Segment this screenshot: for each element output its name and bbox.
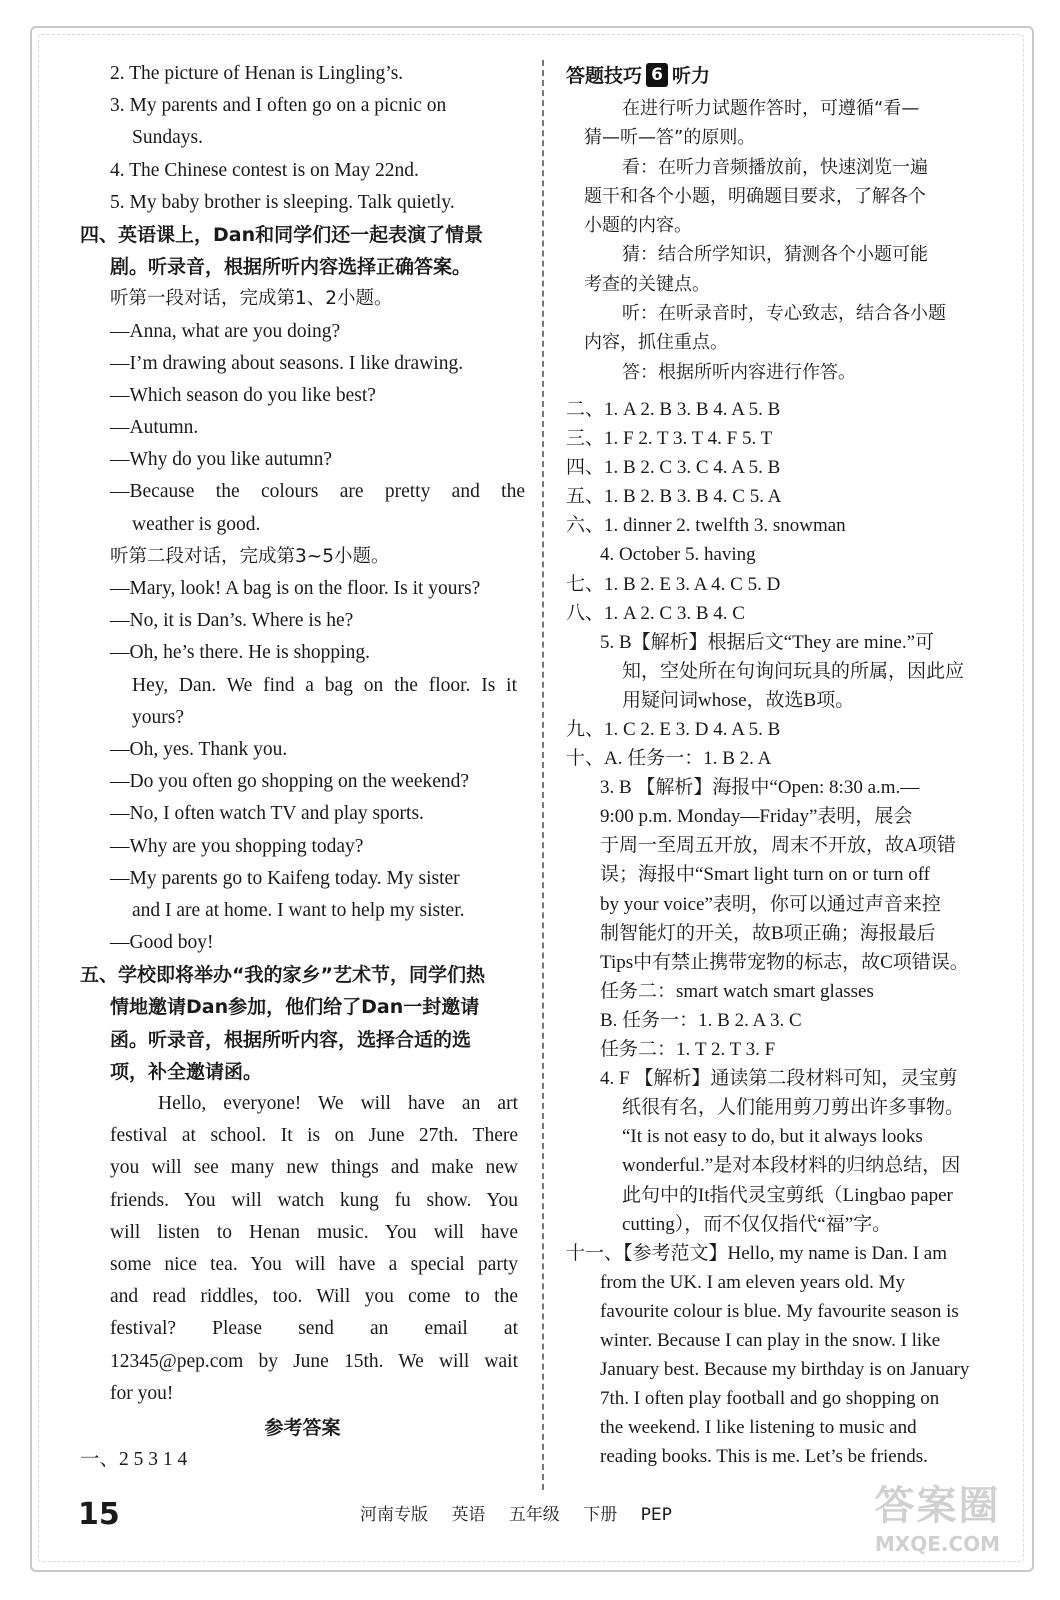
invitation-line: some nice tea. You will have a special party [110, 1253, 518, 1275]
dialogue-line: —Which season do you like best? [110, 384, 376, 406]
answer-explanation: 用疑问词whose，故选B项。 [622, 689, 855, 711]
publisher-label: PEP [640, 1505, 672, 1525]
tip-line: 看：在听力音频播放前，快速浏览一遍 [622, 156, 928, 178]
answer-line: 任务二：smart watch smart glasses [600, 980, 874, 1002]
dialogue-line: —Mary, look! A bag is on the floor. Is it yours? [110, 578, 481, 599]
dialogue-line: —Autumn. [110, 417, 199, 439]
answer-line: 七、1. B 2. E 3. A 4. C 5. D [566, 573, 781, 595]
tip-line: 猜—听—答”的原则。 [584, 127, 756, 149]
answer-explanation: 此句中的It指代灵宝剪纸（Lingbao paper [622, 1184, 953, 1206]
answer-line: 二、1. A 2. B 3. B 4. A 5. B [566, 398, 781, 420]
volume-label: 下册 [583, 1505, 618, 1525]
dialogue-line: —Anna, what are you doing? [110, 320, 341, 342]
answer-explanation: 9:00 p.m. Monday—Friday”表明，展会 [600, 806, 913, 828]
book-info [360, 1495, 690, 1535]
answer-explanation: 于周一至周五开放，周末不开放，故A项错 [600, 835, 956, 857]
answer-line: 五、1. B 2. B 3. B 4. C 5. A [566, 486, 782, 508]
watermark-url: MXQE.COM [874, 1532, 1001, 1556]
model-essay-line: favourite colour is blue. My favourite season is [600, 1300, 959, 1322]
dialogue-line: —Because the colours are pretty and the [110, 481, 525, 503]
invitation-line: will listen to Henan music. You will have [110, 1221, 518, 1243]
answer-explanation: 制智能灯的开关，故B项正确；海报最后 [600, 922, 936, 944]
invitation-line: friends. You will watch kung fu show. You [110, 1189, 518, 1211]
dialogue-two-instruction: 听第二段对话，完成第3~5小题。 [110, 545, 390, 567]
answer-line: 四、1. B 2. C 3. C 4. A 5. B [566, 457, 781, 479]
section-five-heading-cont: 项，补全邀请函。 [110, 1060, 263, 1083]
answer-line: 六、1. dinner 2. twelfth 3. snowman [566, 515, 846, 537]
tip-line: 在进行听力试题作答时，可遵循“看— [622, 98, 920, 119]
left-column [80, 58, 525, 1476]
model-essay-line: winter. Because I can play in the snow. I like [600, 1329, 941, 1351]
dialogue-line: —Oh, yes. Thank you. [110, 738, 288, 760]
tip-body [566, 94, 1026, 387]
invitation-line: for you! [110, 1382, 174, 1404]
answer-explanation: Tips中有禁止携带宠物的标志，故C项错误。 [600, 951, 969, 973]
answer-explanation: by your voice”表明，你可以通过声音来控 [600, 893, 941, 915]
dialogue-line: —Why do you like autumn? [110, 449, 333, 471]
model-essay-line: 7th. I often play football and go shopping on [600, 1388, 940, 1410]
answer-line: 三、1. F 2. T 3. T 4. F 5. T [566, 428, 773, 450]
answer-list [566, 395, 1026, 1471]
dialogue-one-instruction: 听第一段对话，完成第1、2小题。 [110, 288, 393, 310]
answer-line: 八、1. A 2. C 3. B 4. C [566, 602, 745, 624]
listening-line: 5. My baby brother is sleeping. Talk quietly. [110, 191, 455, 213]
tip-label: 答题技巧 [566, 65, 643, 87]
model-essay-line: 十一、【参考范文】Hello, my name is Dan. I am [566, 1242, 948, 1264]
tip-line: 猜：结合所学知识，猜测各个小题可能 [622, 244, 928, 266]
section-five-heading-cont: 函。听录音，根据所听内容，选择合适的选 [110, 1028, 472, 1051]
watermark-text: 答案圈 [874, 1483, 1001, 1529]
section-five-heading-cont: 情地邀请Dan参加，他们给了Dan一封邀请 [110, 996, 480, 1019]
listening-line: Sundays. [132, 127, 203, 149]
invitation-line: Hello, everyone! We will have an art [158, 1093, 518, 1114]
model-essay-line: from the UK. I am eleven years old. My [600, 1271, 905, 1293]
invitation-line: festival at school. It is on June 27th. There [110, 1125, 518, 1147]
answer-line: 十、A. 任务一：1. B 2. A [566, 748, 772, 770]
answer-key-title: 参考答案 [264, 1416, 341, 1439]
tip-header [566, 58, 1026, 94]
tip-line: 答：根据所听内容进行作答。 [622, 361, 856, 383]
answer-explanation: 知，空处所在句询问玩具的所属，因此应 [622, 660, 965, 682]
answer-line: 4. October 5. having [600, 544, 756, 566]
tip-line: 小题的内容。 [584, 215, 692, 237]
model-essay-line: reading books. This is me. Let’s be friends. [600, 1446, 928, 1468]
page-number: 15 [78, 1497, 120, 1532]
dialogue-line: —No, it is Dan’s. Where is he? [110, 610, 354, 632]
tip-number-badge: 6 [646, 63, 668, 87]
right-column [566, 58, 1026, 1471]
dialogue-line: —I’m drawing about seasons. I like drawing. [110, 352, 464, 374]
dialogue-line: —Why are you shopping today? [110, 835, 364, 857]
invitation-line: festival? Please send an email at [110, 1318, 518, 1340]
dialogue-line: Hey, Dan. We find a bag on the floor. Is it [132, 674, 517, 696]
answer-section-one: 一、2 5 3 1 4 [80, 1449, 188, 1471]
answer-line: 九、1. C 2. E 3. D 4. A 5. B [566, 719, 781, 740]
column-divider [542, 60, 544, 1490]
dialogue-line: —No, I often watch TV and play sports. [110, 803, 424, 825]
listening-line: 3. My parents and I often go on a picnic on [110, 95, 447, 117]
grade-label: 五年级 [508, 1505, 560, 1525]
listening-line: 4. The Chinese contest is on May 22nd. [110, 159, 419, 181]
invitation-line: you will see many new things and make new [110, 1157, 518, 1179]
watermark-logo [850, 1480, 1025, 1570]
answer-explanation: 纸很有名，人们能用剪刀剪出许多事物。 [622, 1097, 965, 1119]
dialogue-line: —Do you often go shopping on the weekend? [110, 771, 470, 793]
model-essay-line: January best. Because my birthday is on January [600, 1359, 970, 1381]
answer-explanation: 4. F 【解析】通读第二段材料可知，灵宝剪 [600, 1068, 958, 1090]
tip-line: 内容，抓住重点。 [584, 332, 728, 354]
tip-line: 题干和各个小题，明确题目要求，了解各个 [584, 185, 926, 207]
dialogue-line: —Good boy! [110, 932, 214, 954]
subject-label: 英语 [451, 1505, 486, 1525]
invitation-line: and read riddles, too. Will you come to the [110, 1286, 518, 1308]
section-five-heading: 五、学校即将举办“我的家乡”艺术节，同学们热 [80, 964, 485, 987]
dialogue-line: and I are at home. I want to help my sister. [132, 899, 465, 921]
invitation-line: 12345@pep.com by June 15th. We will wait [110, 1350, 518, 1372]
answer-explanation: 5. B【解析】根据后文“They are mine.”可 [600, 631, 935, 653]
answer-explanation: 3. B 【解析】海报中“Open: 8:30 a.m.— [600, 777, 920, 799]
answer-line: 任务二：1. T 2. T 3. F [600, 1039, 776, 1061]
dialogue-line: —Oh, he’s there. He is shopping. [110, 642, 370, 664]
edition-label: 河南专版 [360, 1505, 428, 1525]
model-essay-line: the weekend. I like listening to music and [600, 1417, 917, 1439]
dialogue-line: —My parents go to Kaifeng today. My sister [110, 867, 460, 889]
tip-line: 考查的关键点。 [584, 273, 710, 295]
answer-explanation: “It is not easy to do, but it always looks [622, 1126, 923, 1148]
tip-topic: 听力 [672, 65, 711, 87]
dialogue-line: yours? [132, 706, 184, 728]
answer-line: B. 任务一：1. B 2. A 3. C [600, 1009, 802, 1031]
answer-explanation: cutting），而不仅仅指代“福”字。 [622, 1213, 892, 1235]
tip-line: 听：在听录音时，专心致志，结合各小题 [622, 303, 946, 325]
answer-explanation: 误；海报中“Smart light turn on or turn off [600, 864, 931, 886]
section-four-heading: 四、英语课上，Dan和同学们还一起表演了情景 [80, 223, 484, 246]
dialogue-line: weather is good. [132, 513, 261, 535]
answer-explanation: wonderful.”是对本段材料的归纳总结，因 [622, 1155, 961, 1177]
listening-line: 2. The picture of Henan is Lingling’s. [110, 63, 404, 84]
section-four-heading-cont: 剧。听录音，根据所听内容选择正确答案。 [110, 256, 472, 279]
